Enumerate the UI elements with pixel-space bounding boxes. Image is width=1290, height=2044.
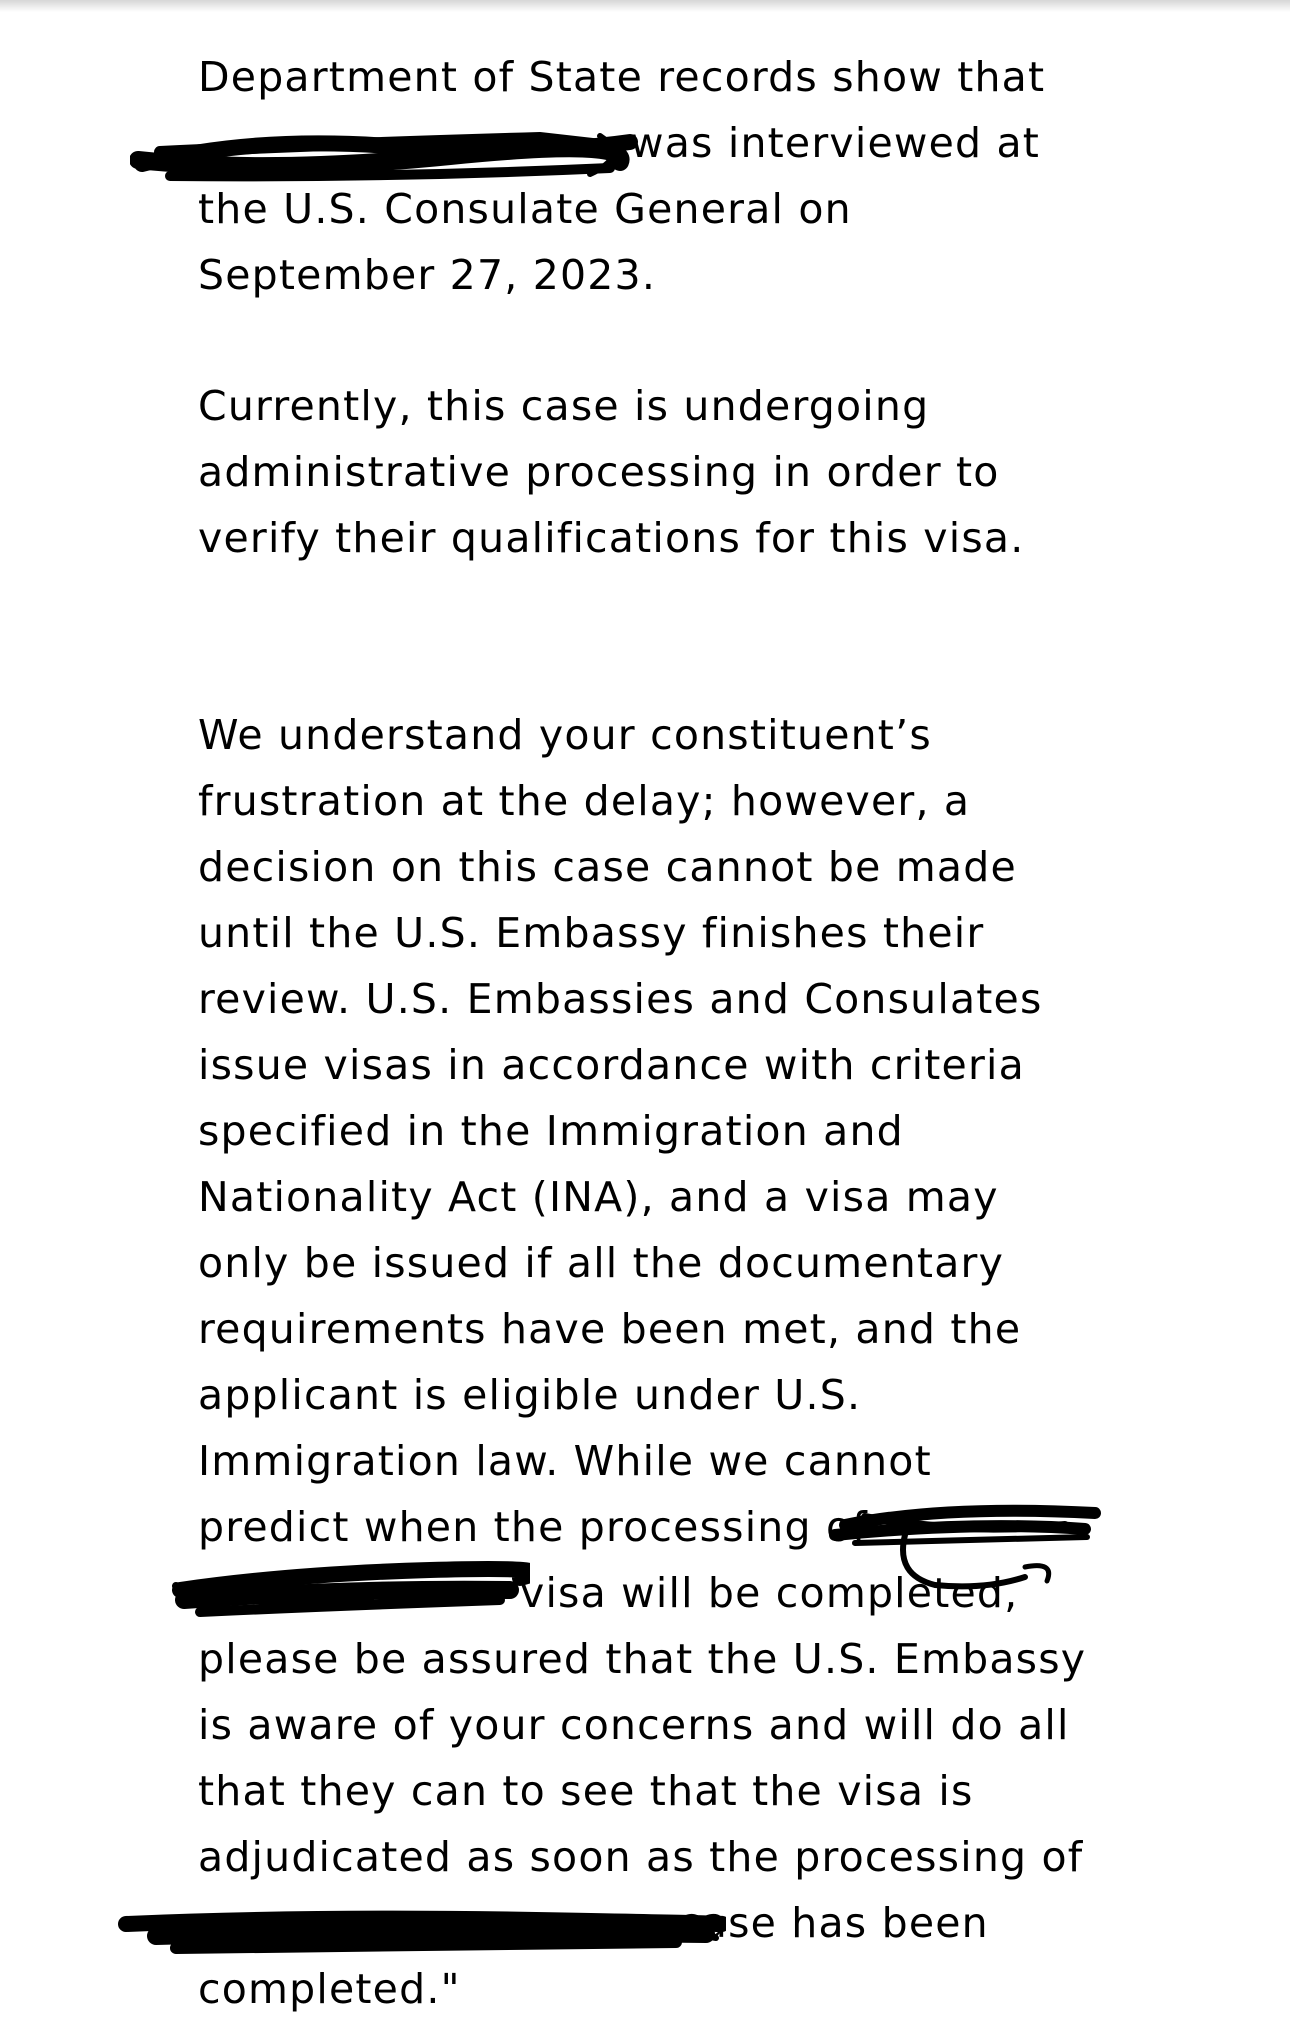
top-edge-shadow: [0, 0, 1290, 12]
text-line: predict when the processing of: [198, 1503, 868, 1551]
text-line: Nationality Act (INA), and a visa may: [198, 1173, 999, 1221]
text-line: that they can to see that the visa is: [198, 1767, 974, 1815]
text-line: Currently, this case is undergoing: [198, 382, 930, 430]
paragraph-interview-record: [198, 44, 1118, 308]
text-line: is aware of your concerns and will do all: [198, 1701, 1070, 1749]
text-line: case has been: [678, 1899, 989, 1947]
text-line: only be issued if all the documentary: [198, 1239, 1005, 1287]
text-line: was interviewed at: [630, 119, 1041, 167]
text-line: the U.S. Consulate General on: [198, 185, 852, 233]
text-line: specified in the Immigration and: [198, 1107, 904, 1155]
text-line: adjudicated as soon as the processing of: [198, 1833, 1084, 1881]
text-line: requirements have been met, and the: [198, 1305, 1022, 1353]
text-line: verify their qualifications for this visa.: [198, 514, 1025, 562]
text-line: Immigration law. While we cannot: [198, 1437, 932, 1485]
text-line: Department of State records show that: [198, 53, 1046, 101]
paragraph-administrative-processing: [198, 373, 1118, 571]
text-line: frustration at the delay; however, a: [198, 777, 971, 825]
text-line: issue visas in accordance with criteria: [198, 1041, 1025, 1089]
text-line: administrative processing in order to: [198, 448, 1000, 496]
text-line: please be assured that the U.S. Embassy: [198, 1635, 1087, 1683]
text-line: September 27, 2023.: [198, 251, 657, 299]
text-line: We understand your constituent’s: [198, 711, 932, 759]
text-line: until the U.S. Embassy finishes their: [198, 909, 985, 957]
paragraph-decision-explanation: [198, 702, 1118, 2022]
text-line: visa will be completed,: [520, 1569, 1019, 1617]
text-line: applicant is eligible under U.S.: [198, 1371, 862, 1419]
text-line: review. U.S. Embassies and Consulates: [198, 975, 1043, 1023]
text-line: completed.": [198, 1965, 461, 2013]
text-line: decision on this case cannot be made: [198, 843, 1017, 891]
